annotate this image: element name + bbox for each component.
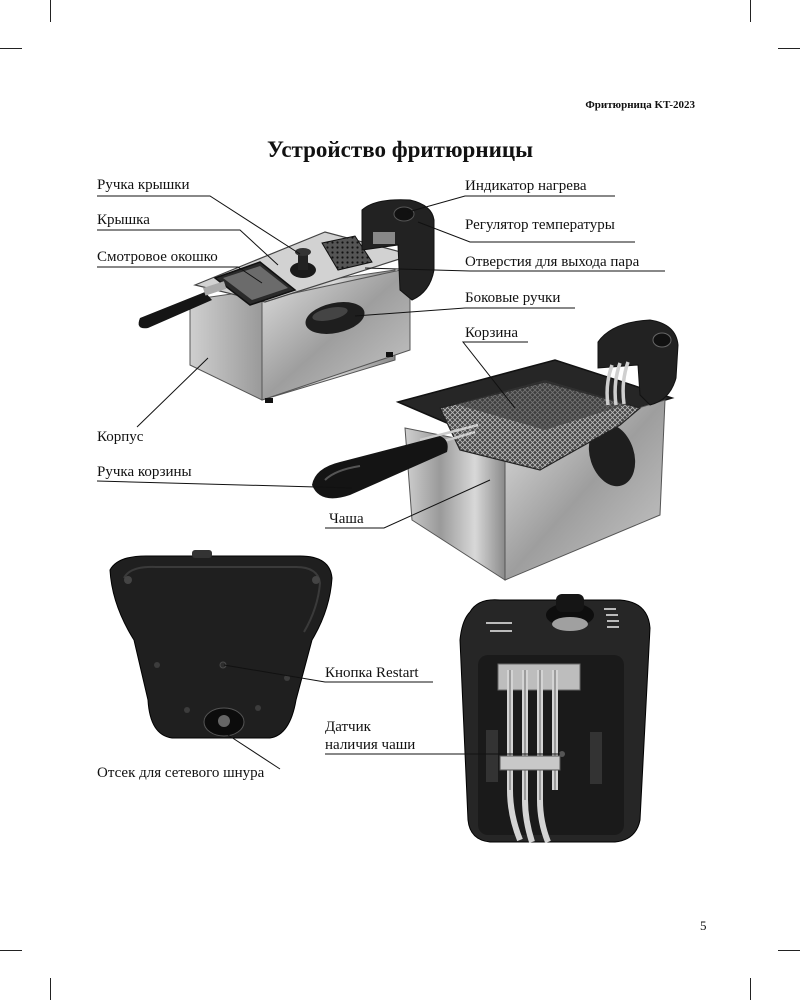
label-bowl: Чаша bbox=[329, 511, 364, 527]
label-temperature-regulator: Регулятор температуры bbox=[465, 217, 615, 233]
running-header: Фритюрница KT-2023 bbox=[585, 99, 695, 111]
label-basket-handle: Ручка корзины bbox=[97, 464, 192, 480]
label-viewing-window: Смотровое окошко bbox=[97, 249, 218, 265]
label-body: Корпус bbox=[97, 429, 144, 445]
label-steam-vents: Отверстия для выхода пара bbox=[465, 254, 640, 270]
page-number: 5 bbox=[700, 918, 707, 933]
label-lid-handle: Ручка крышки bbox=[97, 177, 190, 193]
label-bowl-sensor-line2: наличия чаши bbox=[325, 737, 416, 753]
page-title: Устройство фритюрницы bbox=[266, 137, 534, 162]
control-unit-rear-view bbox=[460, 594, 650, 842]
label-heat-indicator: Индикатор нагрева bbox=[465, 178, 587, 194]
label-cord-compartment: Отсек для сетевого шнура bbox=[97, 765, 265, 781]
label-basket: Корзина bbox=[465, 325, 519, 341]
label-side-handles: Боковые ручки bbox=[465, 290, 561, 306]
label-restart-button: Кнопка Restart bbox=[325, 665, 419, 681]
control-unit-bottom-view bbox=[110, 550, 332, 738]
label-lid: Крышка bbox=[97, 212, 150, 228]
label-bowl-sensor-line1: Датчик bbox=[325, 719, 371, 735]
